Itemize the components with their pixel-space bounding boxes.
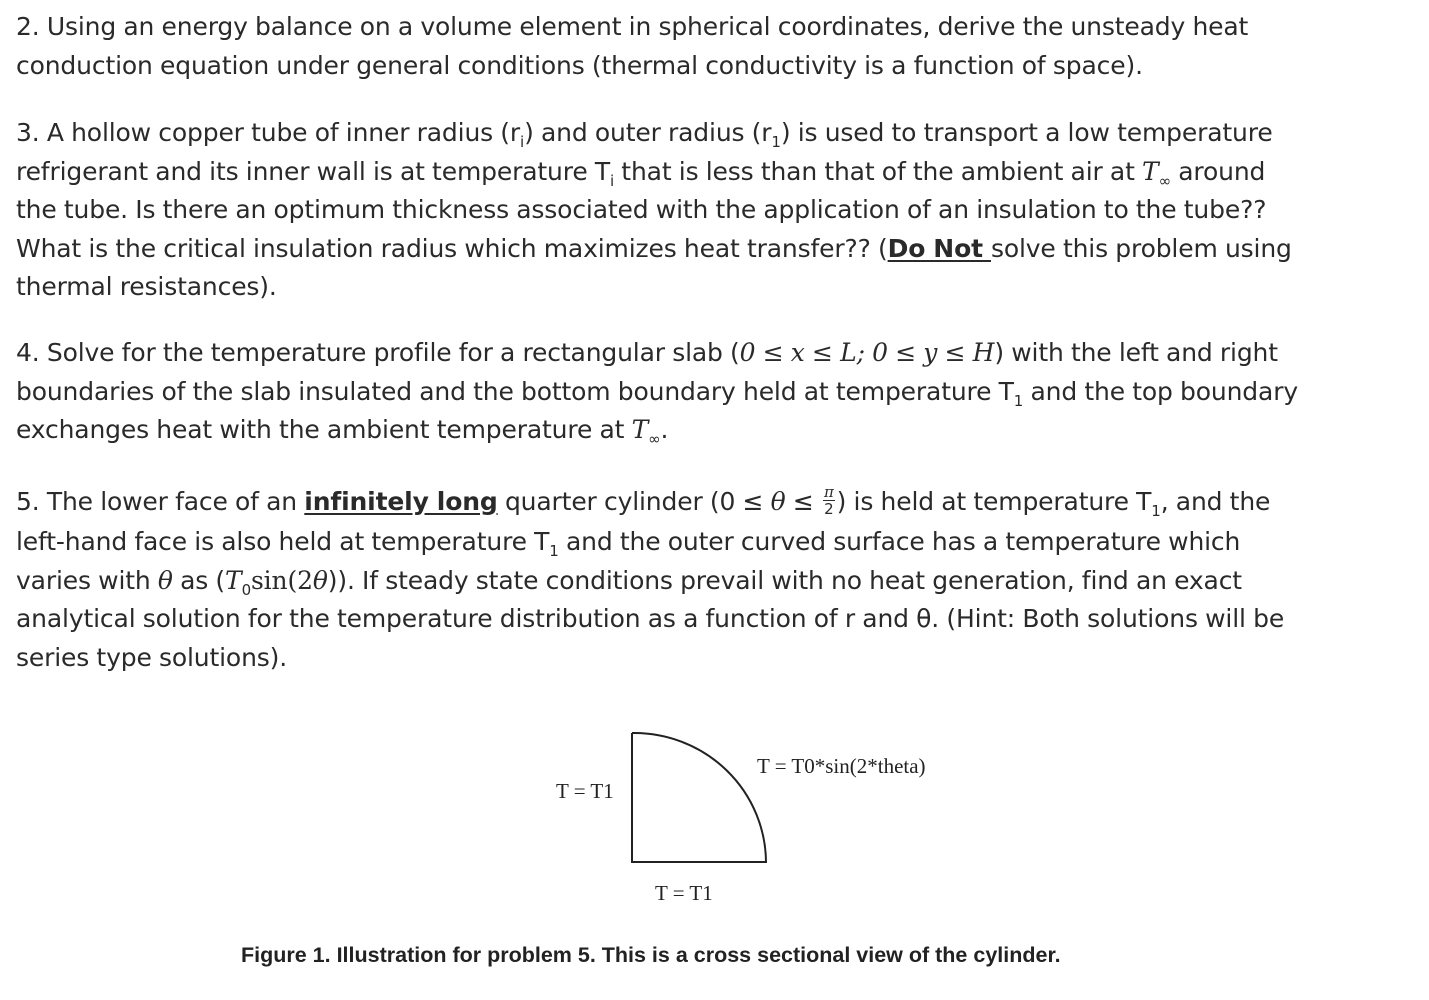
text-run: . bbox=[660, 415, 669, 445]
subscript: ∞ bbox=[1158, 171, 1171, 190]
label-left-boundary: T = T1 bbox=[556, 779, 614, 803]
text-run: and the outer curved surface has a temperature which bbox=[558, 527, 1241, 556]
text-run: solve this problem using bbox=[990, 233, 1292, 263]
text-run: ≤ bbox=[785, 487, 821, 516]
math-function: sin(2 bbox=[250, 565, 313, 595]
math-symbol: T bbox=[225, 565, 242, 595]
fraction-denominator: 2 bbox=[824, 499, 834, 518]
math-symbol: θ bbox=[770, 487, 786, 516]
math-symbol: T bbox=[631, 415, 649, 445]
text-run: varies with bbox=[16, 565, 158, 595]
label-bottom-boundary: T = T1 bbox=[655, 881, 713, 905]
text-run: and the top boundary bbox=[1023, 376, 1298, 406]
subscript: 1 bbox=[771, 133, 781, 151]
subscript: 1 bbox=[1013, 391, 1024, 410]
text-run: 3. A hollow copper tube of inner radius (r bbox=[16, 118, 521, 147]
text-run: 4. Solve for the temperature profile for a rectangular slab ( bbox=[16, 338, 740, 367]
fraction-numerator: π bbox=[823, 482, 834, 501]
text-run: 5. The lower face of an bbox=[16, 487, 305, 516]
figure-caption: Figure 1. Illustration for problem 5. This is a cross sectional view of the cylinder. bbox=[241, 943, 1061, 967]
text-run: exchanges heat with the ambient temperature at bbox=[16, 415, 632, 445]
label-curved-boundary: T = T0*sin(2*theta) bbox=[757, 754, 926, 778]
math-symbol: θ bbox=[312, 565, 328, 595]
text-run: left-hand face is also held at temperature T bbox=[16, 527, 550, 556]
text-run: refrigerant and its inner wall is at temperature T bbox=[16, 156, 610, 186]
math-symbol: θ bbox=[157, 565, 173, 595]
problem-2-line-2: conduction equation under general conditions (thermal conductivity is a function of space). bbox=[16, 50, 1143, 80]
text-run: as ( bbox=[172, 565, 226, 595]
text-run: boundaries of the slab insulated and the bottom boundary held at temperature T bbox=[16, 376, 1014, 406]
text-run: ) and outer radius (r bbox=[524, 118, 772, 147]
math-inequality: 0 ≤ x ≤ L; 0 ≤ y ≤ H bbox=[739, 338, 995, 367]
subscript: 1 bbox=[1151, 502, 1161, 520]
text-run: What is the critical insulation radius which maximizes heat transfer?? ( bbox=[16, 233, 888, 263]
outer-curved-surface-arc bbox=[632, 733, 766, 863]
emphasis-infinitely-long: infinitely long bbox=[304, 487, 498, 516]
problem-3-line-3: the tube. Is there an optimum thickness associated with the application of an insulation to the tube?? bbox=[16, 195, 1267, 225]
problem-5-line-4: analytical solution for the temperature distribution as a function of r and θ. (Hint: Both solutions will be bbox=[16, 604, 1285, 634]
problem-5-line-5: series type solutions). bbox=[16, 642, 288, 672]
text-run: ) is held at temperature T bbox=[836, 487, 1152, 516]
problem-3-line-5: thermal resistances). bbox=[16, 272, 277, 302]
text-run: that is less than that of the ambient air at bbox=[614, 156, 1143, 186]
text-run: around bbox=[1170, 156, 1266, 186]
text-run: ) is used to transport a low temperature bbox=[780, 118, 1273, 147]
text-run: )). If steady state conditions prevail with no heat generation, find an exact bbox=[327, 565, 1242, 595]
subscript: 0 bbox=[241, 580, 251, 599]
subscript: i bbox=[520, 133, 525, 151]
emphasis-do-not: Do Not bbox=[887, 233, 991, 263]
problem-2-line-1: 2. Using an energy balance on a volume element in spherical coordinates, derive the unsteady heat bbox=[16, 12, 1249, 41]
subscript: 1 bbox=[549, 542, 559, 560]
math-symbol: T bbox=[1142, 156, 1159, 186]
text-run: , and the bbox=[1160, 487, 1271, 516]
text-run: ) with the left and right bbox=[994, 338, 1278, 367]
subscript: ∞ bbox=[648, 430, 661, 449]
subscript: i bbox=[609, 171, 615, 190]
text-run: quarter cylinder (0 ≤ bbox=[497, 487, 771, 516]
